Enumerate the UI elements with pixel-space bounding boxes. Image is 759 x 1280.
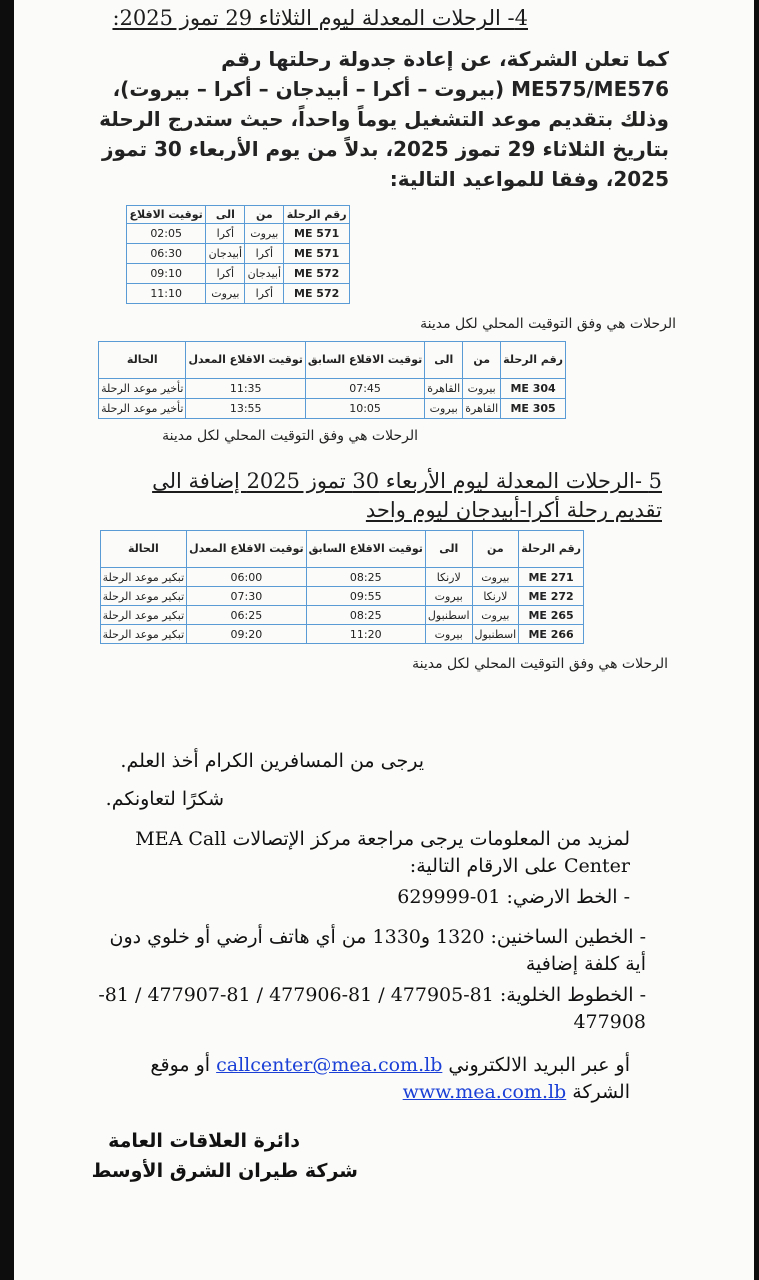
col-to: الى [206,206,245,224]
table-1-note: الرحلات هي وفق التوقيت المحلي لكل مدينة [420,316,676,332]
table-row: ME 266 اسطنبول بيروت 11:20 09:20 تبكير موعد الرحلة [100,625,583,644]
table-3-note: الرحلات هي وفق التوقيت المحلي لكل مدينة [412,656,668,672]
table-2-note: الرحلات هي وفق التوقيت المحلي لكل مدينة [162,428,418,444]
department-name: دائرة العلاقات العامة [108,1130,300,1152]
table-header-row [127,206,350,224]
table-row: ME 572 أبيدجان أكرا 09:10 [127,264,350,284]
hotlines-line: - الخطين الساخنين: 1320 و1330 من أي هاتف أرضي أو خلوي دون أية كلفة إضافية [109,926,646,975]
col-flight: رقم الرحلة [284,206,350,224]
table-row: ME 571 بيروت أكرا 02:05 [127,224,350,244]
col-from: من [245,206,284,224]
table-row: ME 265 بيروت اسطنبول 08:25 06:25 تبكير موعد الرحلة [100,606,583,625]
table-row: ME 571 أكرا أبيدجان 06:30 [127,244,350,264]
email-link[interactable]: callcenter@mea.com.lb [216,1054,443,1076]
schedule-table-3 [100,530,584,644]
table-row: ME 305 القاهرة بيروت 10:05 13:55 تأخير موعد الرحلة [99,399,566,419]
table-header-row: رقم الرحلة من الى توقيت الاقلاع السابق توقيت الاقلاع المعدل الحالة [99,342,566,379]
col-departure: توقيت الاقلاع [127,206,206,224]
table-row: ME 272 لارنكا بيروت 09:55 07:30 تبكير موعد الرحلة [100,587,583,606]
document-page [14,0,754,1280]
landline-line: - الخط الارضي: 01-629999 [397,886,630,908]
website-link[interactable]: www.mea.com.lb [402,1081,567,1103]
contact-paragraph: أو عبر البريد الالكتروني callcenter@mea.com.lb أو موقع الشركة www.mea.com.lb [150,1054,630,1103]
table-row: ME 271 بيروت لارنكا 08:25 06:00 تبكير موعد الرحلة [100,568,583,587]
table-row: ME 304 بيروت القاهرة 07:45 11:35 تأخير موعد الرحلة [99,379,566,399]
section-4-heading: 4- الرحلات المعدلة ليوم الثلاثاء 29 تموز 2025: [112,6,528,30]
table-header-row: رقم الرحلة من الى توقيت الاقلاع السابق توقيت الاقلاع المعدل الحالة [100,531,583,568]
schedule-table-1 [126,205,350,304]
mobile-lines: - الخطوط الخلوية: 81-477905 / 81-477906 / 81-477907 / 81-477908 [98,984,646,1033]
info-paragraph: لمزيد من المعلومات يرجى مراجعة مركز الإتصالات MEA Call Center على الارقام التالية: [135,828,630,877]
table-row: ME 572 أكرا بيروت 11:10 [127,284,350,304]
section-5-heading: 5 -الرحلات المعدلة ليوم الأربعاء 30 تموز 2025 إضافة الى تقديم رحلة أكرا-أبيدجان ليوم واحد [152,469,662,522]
company-name: شركة طيران الشرق الأوسط [91,1160,358,1182]
thanks-line: شكرًا لتعاونكم. [105,788,224,810]
schedule-table-2 [98,341,566,419]
section-4-paragraph: كما تعلن الشركة، عن إعادة جدولة رحلتها رقم ME575/ME576 (بيروت – أكرا – أبيدجان – أكرا – بيروت)، وذلك بتقديم موعد التشغيل يوماً واحداً، حيث ستدرج الرحلة بتاريخ الثلاثاء 29 تموز 2025، بدلاً من يوم الأربعاء 30 تموز 2025، وفقا للمواعيد التالية: [99,47,669,191]
notice-line: يرجى من المسافرين الكرام أخذ العلم. [120,750,424,772]
